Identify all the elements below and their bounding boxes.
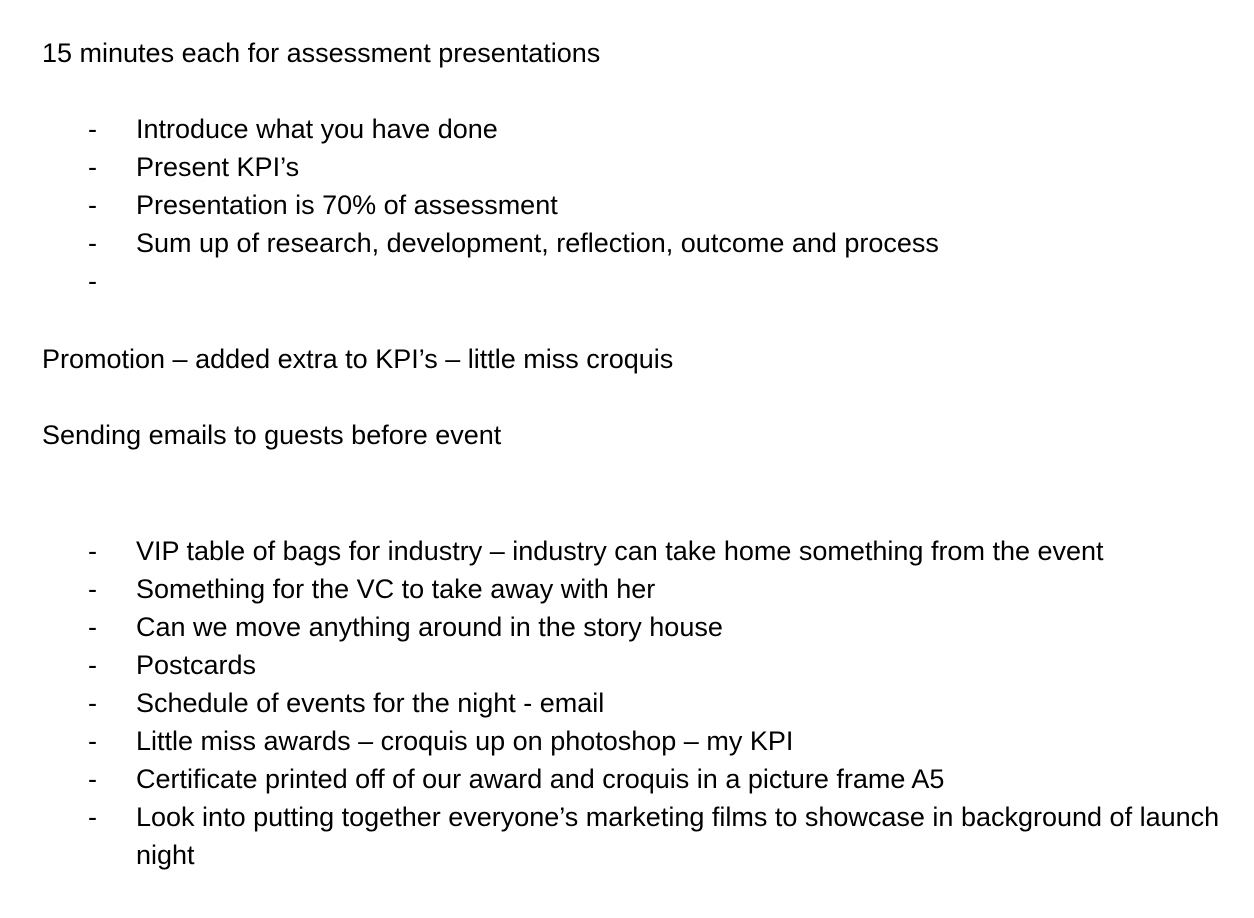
- dash-bullet: -: [88, 688, 97, 718]
- dash-bullet: -: [88, 152, 97, 182]
- emails-line: Sending emails to guests before event: [42, 420, 502, 450]
- list-item-text: Something for the VC to take away with her: [136, 574, 656, 604]
- dash-bullet: -: [88, 764, 97, 794]
- list-item-text: Sum up of research, development, reflection, outcome and process: [136, 228, 939, 258]
- list-item-text: Little miss awards – croquis up on photoshop – my KPI: [136, 726, 794, 756]
- dash-bullet: -: [88, 650, 97, 680]
- dash-bullet: -: [88, 574, 97, 604]
- list-item-text: Postcards: [136, 650, 257, 680]
- list-item-text: VIP table of bags for industry – industry can take home something from the event: [136, 536, 1104, 566]
- dash-bullet: -: [88, 114, 97, 144]
- dash-bullet: -: [88, 726, 97, 756]
- list-item-text: Certificate printed off of our award and croquis in a picture frame A5: [136, 764, 945, 794]
- list-item-text: Present KPI’s: [136, 152, 300, 182]
- list-item-text: Presentation is 70% of assessment: [136, 190, 558, 220]
- heading-line: 15 minutes each for assessment presentations: [42, 38, 601, 68]
- dash-bullet: -: [88, 612, 97, 642]
- list-item-text: Introduce what you have done: [136, 114, 498, 144]
- dash-bullet: -: [88, 802, 97, 832]
- promotion-line: Promotion – added extra to KPI’s – little miss croquis: [42, 344, 674, 374]
- dash-bullet: -: [88, 228, 97, 258]
- dash-bullet: -: [88, 266, 97, 296]
- list-item-text: Can we move anything around in the story house: [136, 612, 723, 642]
- list-item-text: Schedule of events for the night - email: [136, 688, 605, 718]
- dash-bullet: -: [88, 190, 97, 220]
- dash-bullet: -: [88, 536, 97, 566]
- list-item-text: Look into putting together everyone’s marketing films to showcase in background of launch night: [136, 802, 1220, 870]
